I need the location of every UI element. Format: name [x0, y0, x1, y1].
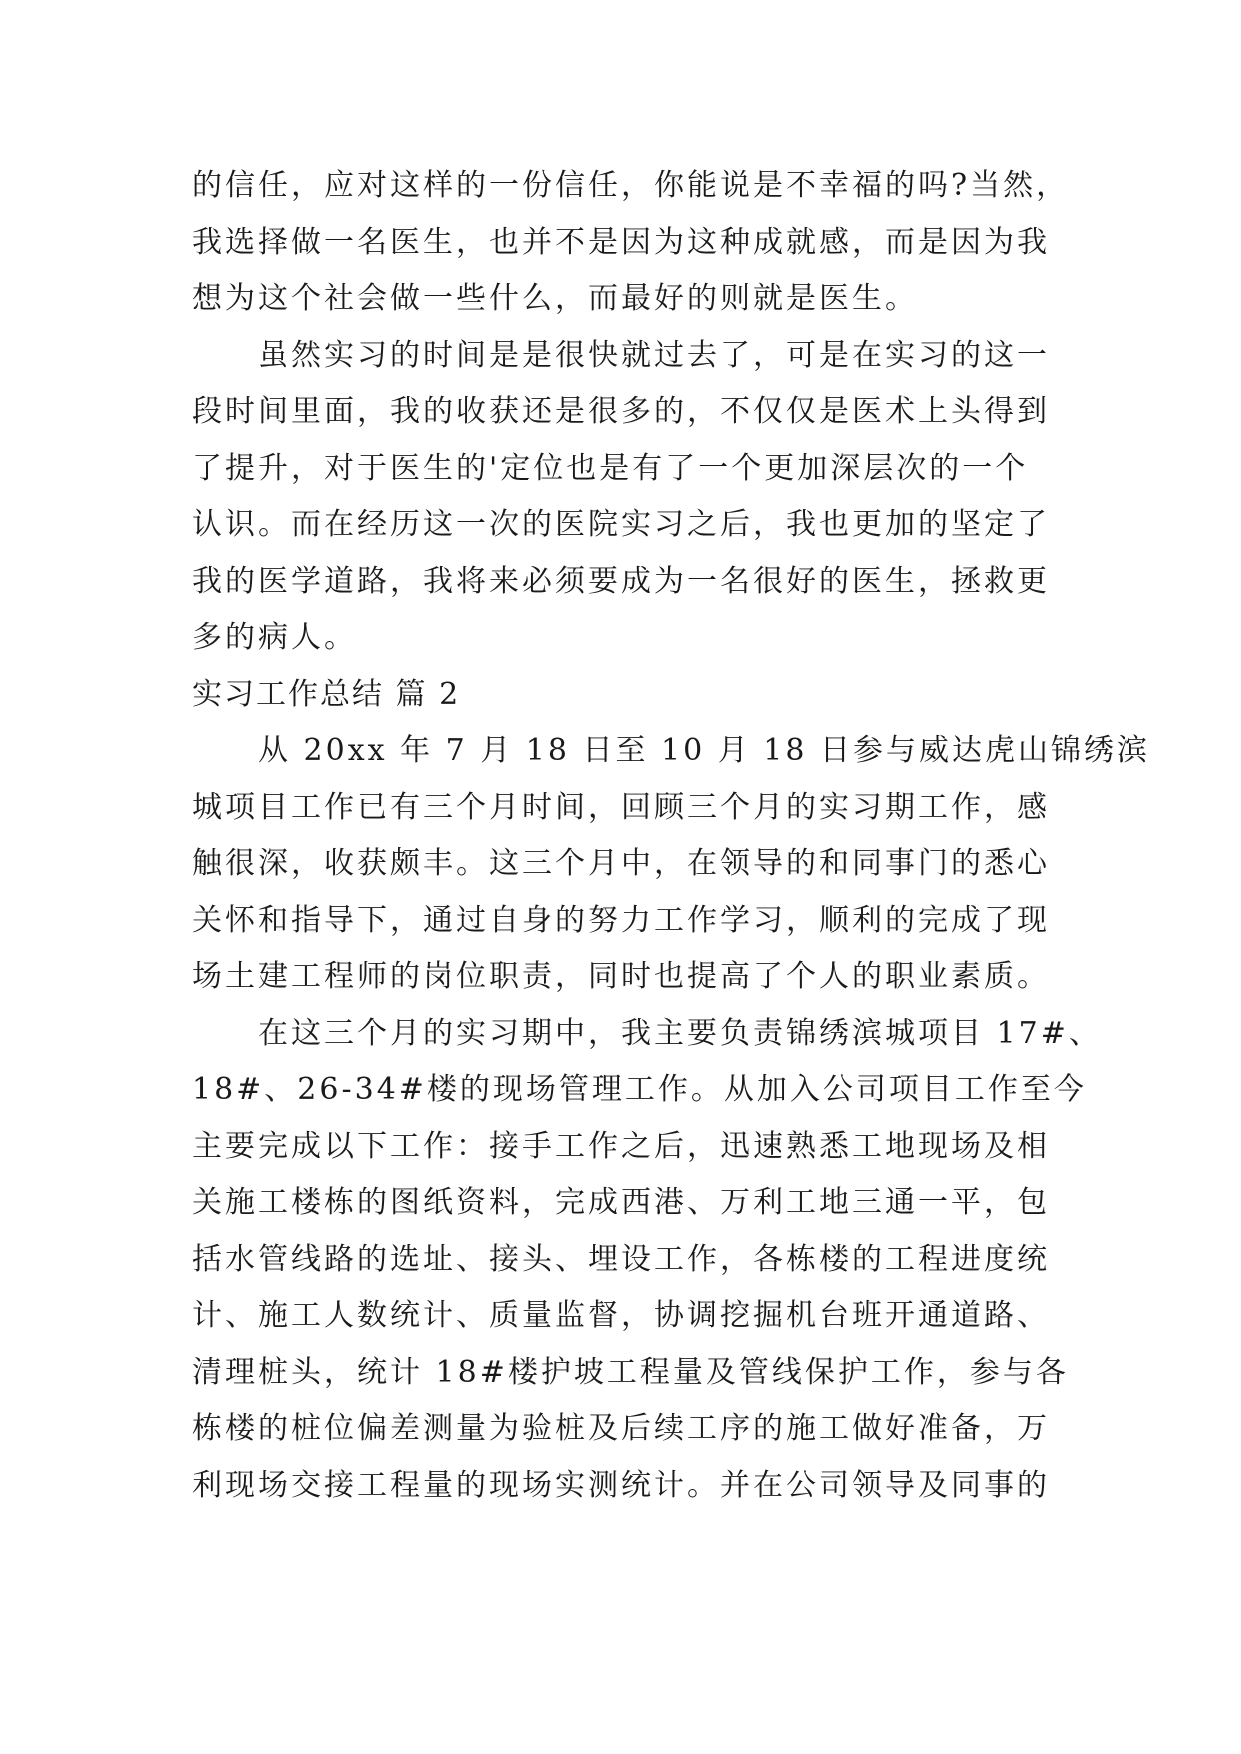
document-body	[192, 158, 1150, 1514]
text-line: 虽然实习的时间是是很快就过去了，可是在实习的这一	[258, 337, 1050, 373]
text-line: 括水管线路的选址、接头、埋设工作，各栋楼的工程进度统	[192, 1241, 1050, 1277]
text-line: 的信任，应对这样的一份信任，你能说是不幸福的吗?当然，	[192, 168, 1070, 203]
text-line: 想为这个社会做一些什么，而最好的则就是医生。	[192, 281, 918, 316]
text-line: 利现场交接工程量的现场实测统计。并在公司领导及同事的	[192, 1467, 1050, 1503]
text-line: 段时间里面，我的收获还是很多的，不仅仅是医术上头得到	[192, 394, 1050, 429]
text-line: 从 20xx 年 7 月 18 日至 10 月 18 日参与威达虎山锦绣滨	[258, 733, 1150, 768]
text-line: 关施工楼栋的图纸资料，完成西港、万利工地三通一平，包	[192, 1185, 1050, 1220]
text-line: 场土建工程师的岗位职责，同时也提高了个人的职业素质。	[192, 959, 1050, 994]
text-line: 关怀和指导下，通过自身的努力工作学习，顺利的完成了现	[192, 902, 1050, 938]
text-line: 城项目工作已有三个月时间，回顾三个月的实习期工作，感	[192, 789, 1050, 825]
text-line: 清理桩头，统计 18#楼护坡工程量及管线保护工作，参与各	[192, 1354, 1069, 1390]
section-heading: 实习工作总结 篇 2	[192, 676, 461, 712]
text-line: 认识。而在经历这一次的医院实习之后，我也更加的坚定了	[192, 507, 1050, 542]
text-line: 18#、26-34#楼的现场管理工作。从加入公司项目工作至今	[192, 1072, 1087, 1107]
text-line: 多的病人。	[192, 620, 357, 655]
text-line: 栋楼的桩位偏差测量为验桩及后续工序的施工做好准备，万	[192, 1411, 1050, 1446]
text-line: 我的医学道路，我将来必须要成为一名很好的医生，拯救更	[192, 563, 1050, 599]
text-line: 了提升，对于医生的'定位也是有了一个更加深层次的一个	[192, 450, 1029, 486]
text-line: 我选择做一名医生，也并不是因为这种成就感，而是因为我	[192, 224, 1050, 260]
text-line: 在这三个月的实习期中，我主要负责锦绣滨城项目 17#、	[258, 1015, 1102, 1051]
text-line: 主要完成以下工作：接手工作之后，迅速熟悉工地现场及相	[192, 1128, 1050, 1164]
text-line: 计、施工人数统计、质量监督，协调挖掘机台班开通道路、	[192, 1298, 1050, 1333]
text-line: 触很深，收获颇丰。这三个月中，在领导的和同事门的悉心	[192, 846, 1050, 881]
